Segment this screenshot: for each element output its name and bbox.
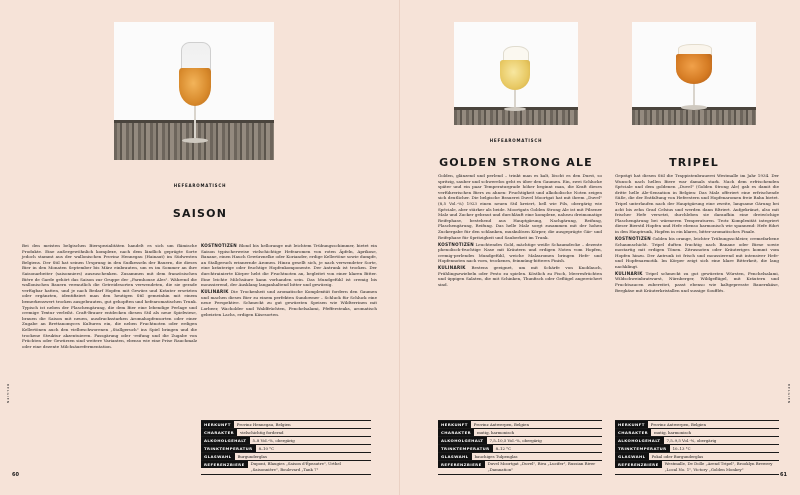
info-row: [615, 453, 779, 461]
info-value: 5–8 Vol.-%, obergärig: [252, 438, 295, 444]
info-row: [615, 445, 779, 453]
info-row: [438, 437, 602, 445]
golden-strong-ale-photo: [454, 22, 578, 125]
saison-title: SAISON: [172, 207, 228, 220]
info-row: [201, 429, 371, 437]
left-margin-label: BELGIEN: [6, 384, 10, 404]
left-folio: 60: [12, 472, 19, 478]
info-value: mutig, harmonisch: [654, 430, 692, 436]
golden-strong-ale-title: GOLDEN STRONG ALE: [439, 156, 593, 169]
info-key: REFERENZBIERE: [615, 461, 662, 468]
info-row: [438, 420, 602, 429]
saison-kulinarik-label: KULINARIK: [201, 289, 229, 295]
info-value: bauchiges Tulpenglas: [474, 454, 518, 460]
info-row: [201, 453, 371, 461]
info-row: [615, 420, 779, 429]
info-value: 7,5–10,5 Vol.-%, obergärig: [489, 438, 542, 444]
info-value: Dupont, Blaugies „Saison d'Épeautre", Urthel „Saisonnière", Boulevard „Tank 7": [250, 461, 341, 473]
goblet-glass-tripel-icon: [674, 44, 714, 118]
info-value: Provinz Hennegau, Belgien: [236, 422, 291, 427]
info-key: HERKUNFT: [615, 421, 648, 428]
saison-infobox: [201, 420, 371, 475]
info-value: Pokal oder Burgunderglas: [651, 454, 704, 460]
info-key: GLASWAHL: [438, 453, 472, 460]
info-row: [438, 429, 602, 437]
tripel-kulinarik-label: KULINARIK: [615, 270, 643, 276]
info-key: TRINKTEMPERATUR: [615, 445, 670, 452]
info-value: Burgunderglas: [237, 454, 267, 460]
info-row: [201, 445, 371, 453]
golden-kulinarik-label: KULINARIK: [438, 265, 466, 271]
tripel-title: TRIPEL: [669, 156, 719, 169]
info-row: [615, 461, 779, 475]
saison-photo: [114, 22, 274, 160]
tripel-kulinarik: Tripel schmeckt zu gut gewürzten Würsten, Fenchelsalami, Wildschweinbratwurst, Nürnberger, Wildgeflügel, mit Kräutern und Fruchtsaucen zubereitet, passt ebenso wie kaltgepresste Bauernkäse, Bergkäse mit Kräuterkristallen und sussige Soufflés.: [615, 270, 779, 293]
right-folio: 61: [780, 472, 787, 478]
info-key: CHARAKTER: [201, 429, 237, 436]
tripel-photo: [632, 22, 756, 125]
info-key: HERKUNFT: [201, 421, 234, 428]
info-row: [201, 420, 371, 429]
info-key: ALKOHOLGEHALT: [615, 437, 664, 444]
info-row: [438, 453, 602, 461]
info-value: Provinz Antwerpen, Belgien: [473, 422, 529, 427]
right-page: [400, 0, 800, 495]
tripel-infobox: [615, 420, 779, 475]
info-value: vielschichtig fordernd: [240, 430, 284, 436]
info-row: [615, 437, 779, 445]
info-key: CHARAKTER: [615, 429, 651, 436]
golden-strong-ale-column: [438, 173, 602, 289]
info-value: 7,5–9,5 Vol.-%, obergärig: [666, 438, 717, 444]
info-value: mutig, harmonisch: [477, 430, 515, 436]
info-value: 8–10 °C: [258, 446, 275, 452]
golden-strong-ale-category: HEFEAROMATISCH: [489, 138, 543, 143]
right-margin-label: BELGIEN: [787, 384, 791, 404]
info-key: TRINKTEMPERATUR: [438, 445, 493, 452]
info-row: [438, 445, 602, 453]
saison-kostnotizen-label: KOSTNOTIZEN: [201, 243, 237, 248]
info-value: Duvel Moortgat „Duvel", Riva „Lucifer", Russian River „Damnation": [487, 461, 596, 473]
info-value: Westmalle, De Dolle „Arend Tripel", Brooklyn Brewery „Local No. 1", Victory „Golden Monkey": [664, 461, 773, 473]
saison-notes-column: [201, 243, 377, 319]
info-row: [201, 461, 371, 475]
info-key: ALKOHOLGEHALT: [438, 437, 487, 444]
info-key: ALKOHOLGEHALT: [201, 437, 250, 444]
info-key: REFERENZBIERE: [201, 461, 248, 468]
golden-strong-ale-infobox: [438, 420, 602, 475]
info-key: TRINKTEMPERATUR: [201, 445, 256, 452]
tripel-kostnotizen-label: KOSTNOTIZEN: [615, 235, 651, 241]
info-value: 8–12 °C: [495, 446, 512, 452]
info-row: [201, 437, 371, 445]
saison-category: HEFEAROMATISCH: [173, 183, 227, 188]
info-key: GLASWAHL: [201, 453, 235, 460]
info-value: Provinz Antwerpen, Belgien: [650, 422, 706, 427]
tulip-glass-saison-icon: [178, 42, 212, 152]
saison-kulinarik: Die Trockenheit und aromatische Komplexität fordern den Gaumen und machen dieses Bier zu einem perfekten Sundowner – Schluck für Schluck eine neue Perspektive. Schmeckt zu gut gewürzten Speisen wie Wildterrinen mit Lorbeer, Wacholder und Waldfrüchten, Fenchelsalami, Pfeffersteaks, aromatisch gebeizten Lachs, erdigen Käsesorten.: [201, 289, 377, 317]
tripel-kostnotizen: Golden bis orange, leichter Trübungsschleier, cremefarbene Schaumschicht. Tripel duften fruchtig nach Banane oder Birne sowie mostartig mit erdigen Tönen. Zitrusnoten oder Kräuteriges kommt vom Hopfen hinzu. Der Antrunk ist frisch und moussierend mit intensiver Hefe- und Hopfenarmotik. Im Körper zeigt sich eine klare Bitterkeit, die lang nachklingt.: [615, 235, 779, 269]
golden-strong-ale-intro: Golden, glänzend und perlend – trinkt man es kalt, löscht es den Durst, so spritzig, sauber und schwerelos geht es über den Gaumen. Ein, zwei Schlucke später und ein paar Temperaturgrade höher beginnt man, die Kraft dieses verführerischen Biers zu ahnen: Fruchtigkeit und alkoholische Noten zeigen sich deutlicher. Die belgische Brauerei Duvel Moortgat hat mit ihrem „Duvel" (8,5 Vol.-%) 1923 einen neuen Stil kreiert, hell wie Pils, obergärig wie Spéciale, aber stärker als beide. Moortgats Golden Strong Ale ist mit Pilsener Malz und Zucker gebraut und durchläuft eine komplexe, nahezu dreimonatige Reifephase, bestehend aus Hauptgärung, Nachgärung, Reifung, Flaschengärung, Reifung. Das helle Malz sorgt zusammen mit der hohen Zuckergabe für den schlanken, muskulösen Körper, die ausgeprägte Gär- und Reifephase für Spritzigkeit und Sauberkeit im Trunk.: [438, 173, 602, 240]
saison-kostnotizen: Blond bis hellorange mit leichtem Trübungsschimmer, bietet ein Saison typischerweise vielschichtige Hefearomen von roten Äpfeln, Aprikose, Banane, einen Hauch Gewürznelke oder Koriander, erdige Kellertöne sowie dumpfe, an Stallgeruch erinnernde Aromen. Hinzu gesellt sich, je nach verwendeter Sorte, eine kräuterige oder fruchtige Hopfenkomponente. Der Antrunk ist trocken. Der durchtrainierte Körper hebt die Fruchtnoten an, begleitet von einer klaren Bitter. Eine leichte Milchsäure kann vorhanden sein. Das Mundgefühl ist cremig bis moussierend, der Ausklang langanhaltend bitter und gewürzig.: [201, 243, 377, 288]
info-key: REFERENZBIERE: [438, 461, 485, 468]
saison-intro: Bei den meisten belgischen Bierspezialitäten handelt es sich um flämische Produkte. Eine außergewöhnlich komplexe, nach dem ländlich geprägte Sorte jedoch stammt aus der wallonischen Provinz Hennegau (Hainaut) im Südwesten Belgiens. Der Stil hat seinen Ursprung in den Sudkesseln der Bauern, die dieses Bier in den Monaten September bis März einbrauten, um es im Sommer an ihre Saisonarbeiter (saisonniers) auszuschenken. Zusammen mit dem französischen Bière de Garde gehört das Saison zur Gruppe der „Farmhouse Ales". Während die wallonischen Bauern vermutlich die Getreidesorten verwendeten, die sie gerade verfügbar hatten, und je nach Bedarf Hopfen mit Gewürz und Kräuter ersetzten oder ergänzten, identifiziert man den heutigen Stil gemeinhin mit einem bemerkenswert trocken ausgebrauten, gut gehopften und hefearomatischen Trunk. Typisch ist neben der Flaschengärung, die dem Bier eine lebendige Perlage und cremige Textur verleiht. Craft-Brauer entdecken diesen Stil als neue Spielwiese, brauen die Saison mit neuen, ausdrucksstarken Aromahopfensorten oder einer Zugabe an Brettanomyces Kulturen ein, die neben Fruchtnoten oder erdigen Kellertönen auch den vielbeschworenen „Stallgeruch" ins Spiel bringen und die trockene Struktur akzentuieren. Fassgärung oder -reifung und die Zugabe von Früchten oder Gewürzen sind weitere Varianten, ebenso wie eine Prise Rauchmalz oder eine dezente Milchsäurefermentation.: [22, 243, 197, 349]
tulip-glass-golden-icon: [500, 46, 530, 118]
saison-intro-column: [22, 243, 197, 351]
info-key: GLASWAHL: [615, 453, 649, 460]
info-row: [615, 429, 779, 437]
info-value: 10–13 °C: [672, 446, 691, 452]
info-row: [438, 461, 602, 475]
tripel-intro: Geprägt hat diesen Stil die Trappistenbrauerei Westmalle im Jahr 1934. Der Wunsch nach hellen Biere war damals stark. Nach dem erfrischenden Spéciale und dem goldenen „Duvel" (Golden Strong Ale) gab es damit die dritte helle Ale-Sensation in Belgien: Das Malz offeriert eine erfrischende Süße, die der Entfaltung von Hefeestern und Hopfenaromen freie Bahn bietet. Tripel unterlaufen nach der Hauptgärung eine zweite, langsame Gärung bei acht bis zehn Grad Celsius und werden dann filtriert. Aufgekränzt, also mit frischer Hefe versetzt, durchleben sie daraufhin eine dreiwöchige Flaschengärung bei wärmeren Temperaturen. Trotz Komplexität integriert dieser Bierstil Hopfen und Hefe ebenso harmonisch wie spannend: Hefe führt in den Hauptrunk, Hopfen in ein klares, bitter-aromatisches Finale.: [615, 173, 779, 234]
info-key: HERKUNFT: [438, 421, 471, 428]
golden-kostnotizen-label: KOSTNOTIZEN: [438, 241, 474, 247]
golden-kostnotizen: Leuchtendes Gold, mächtige weiße Schaumdecke – dezente phenolisch-fruchtige Nase mit Kräutern und erdigen Noten vom Hopfen, cremig-perlendes Mundgefühl, weiche Malzaromen bringen Hefe- und Hopfennoten nach vorn, trockenes, feinmüng-bitteres Finish.: [438, 241, 602, 264]
info-key: CHARAKTER: [438, 429, 474, 436]
golden-kulinarik: Bestens geeignet, um mit Schärfe von Knoblauch, Frühlingszwiebeln oder Pesto zu spielen. Köstlich zu Fisch, Meeresfrüchten und üppigen Salaten, die mit Schinken, Thunfisch oder Geflügel angereichert sind.: [438, 265, 602, 288]
tripel-column: [615, 173, 779, 295]
